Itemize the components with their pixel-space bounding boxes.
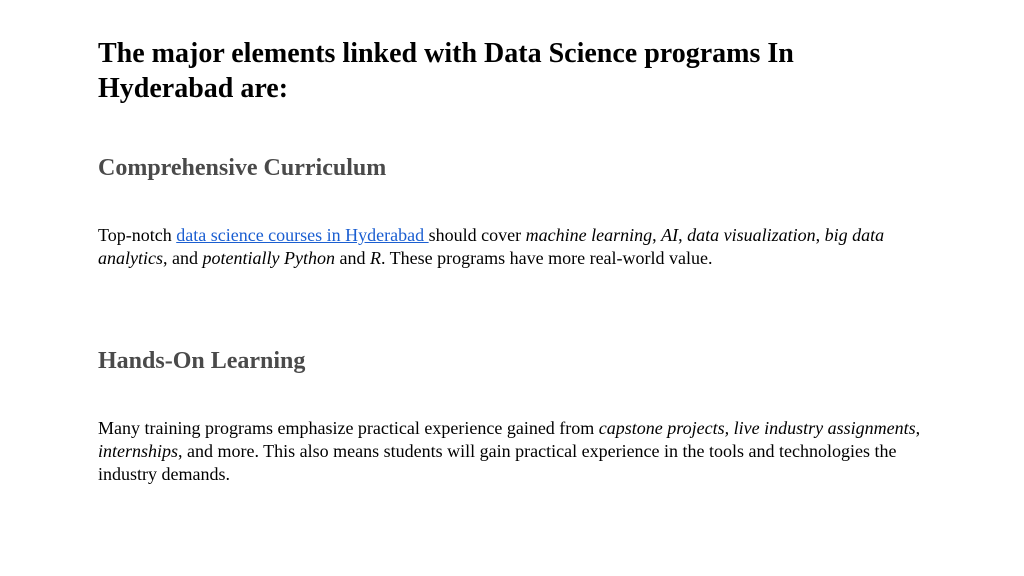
text-run: , [815, 225, 825, 245]
italic-potentially-python: potentially Python [202, 248, 335, 268]
text-run: should cover [428, 225, 526, 245]
italic-data-visualization: data visualization [687, 225, 816, 245]
curriculum-paragraph [98, 224, 928, 270]
italic-capstone-projects: capstone projects, live industry assignments [598, 418, 916, 438]
italic-internships: internships [98, 441, 179, 461]
text-run: , [678, 225, 688, 245]
section-heading-hands-on-learning: Hands-On Learning [98, 348, 306, 374]
text-run: , [652, 225, 662, 245]
italic-r: R [369, 248, 381, 268]
text-run: Top-notch [98, 225, 177, 245]
italic-machine-learning: machine learning [525, 225, 653, 245]
italic-ai: AI [661, 225, 679, 245]
data-science-courses-link[interactable]: data science courses in Hyderabad [176, 225, 429, 245]
section-heading-comprehensive-curriculum: Comprehensive Curriculum [98, 155, 387, 181]
text-run: , and more. This also means students will gain practical experience in the tools and technologies the industry demands. [98, 441, 897, 484]
hands-on-paragraph [98, 417, 928, 486]
text-run: Many training programs emphasize practical experience gained from [98, 418, 599, 438]
text-run: and [334, 248, 370, 268]
italic-big-data-analytics: big data analytics [98, 225, 885, 268]
text-run: , and [163, 248, 203, 268]
text-run: . These programs have more real-world value. [380, 248, 713, 268]
page-title: The major elements linked with Data Science programs In Hyderabad are: [98, 38, 794, 104]
text-run: , [915, 418, 921, 438]
